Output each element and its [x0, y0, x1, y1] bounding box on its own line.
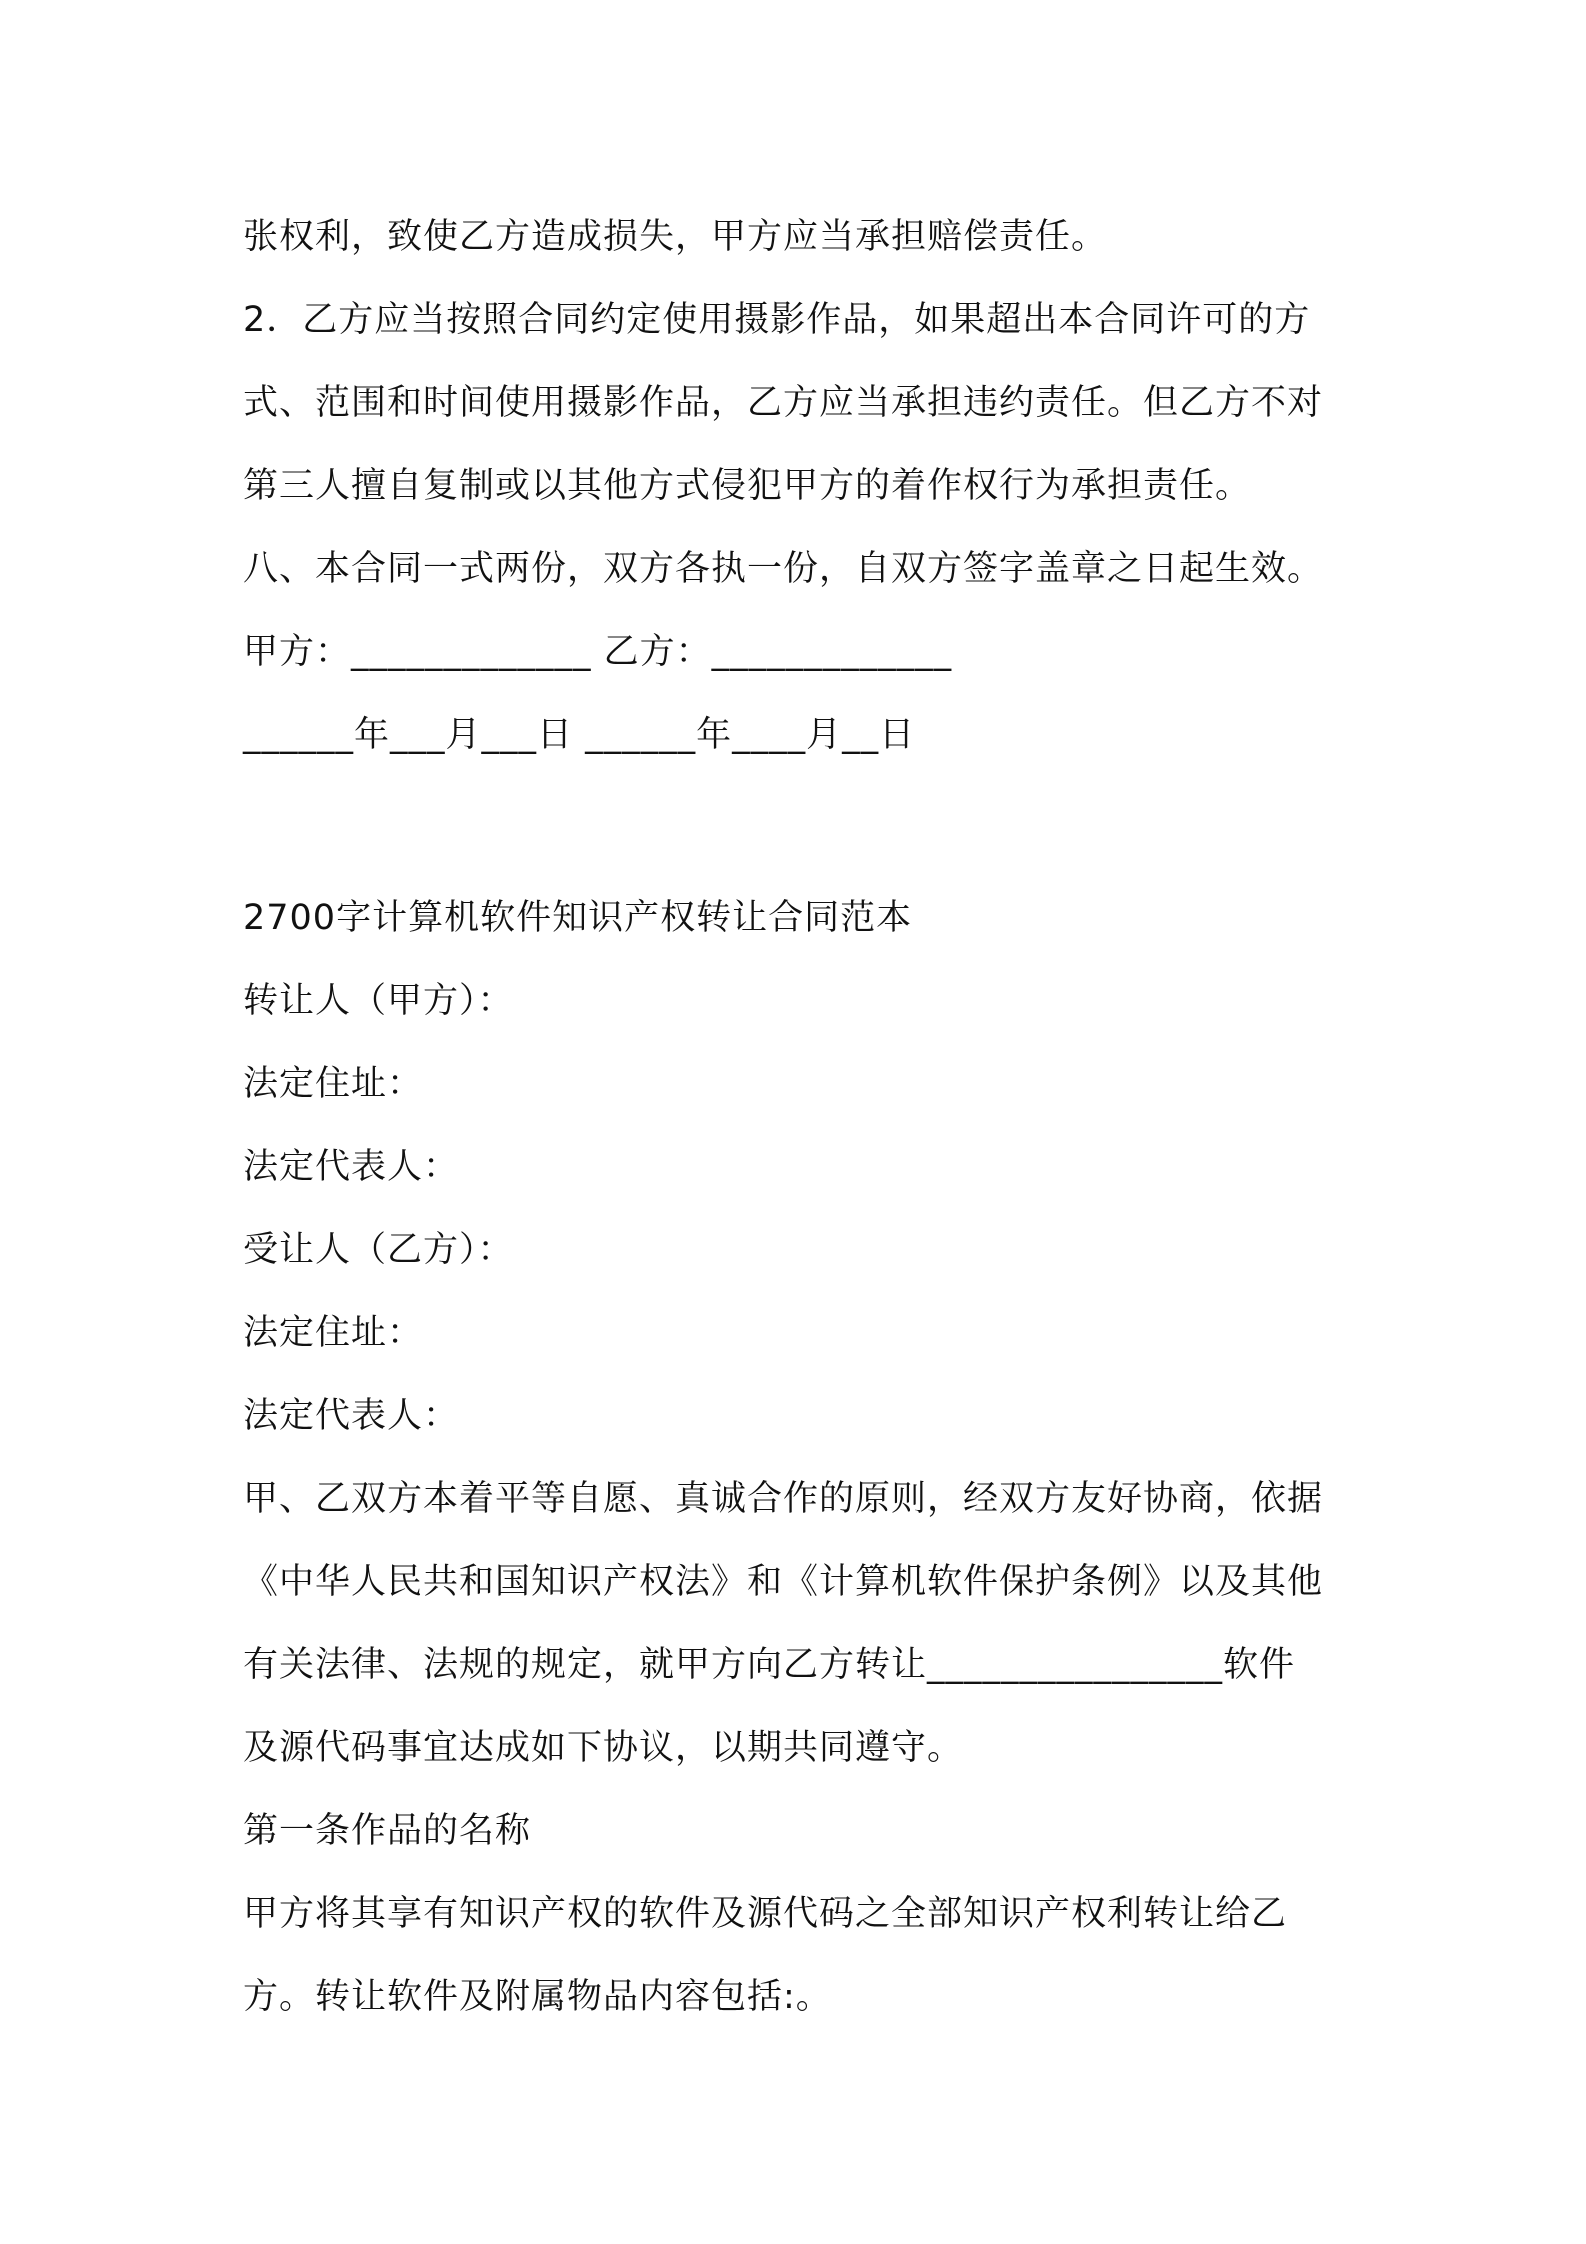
representative-label: 法定代表人：	[243, 1396, 460, 1436]
section-gap	[243, 777, 1363, 877]
document-body	[243, 196, 1363, 2039]
section-title: 2700字计算机软件知识产权转让合同范本	[243, 898, 913, 938]
paragraph-line: 方。转让软件及附属物品内容包括:。	[243, 1977, 832, 2017]
paragraph-line: 2．乙方应当按照合同约定使用摄影作品，如果超出本合同许可的方	[243, 300, 1311, 340]
article-heading: 第一条作品的名称	[243, 1811, 532, 1851]
paragraph-line: 有关法律、法规的规定，就甲方向乙方转让________________软件	[243, 1645, 1296, 1685]
paragraph-line: 甲、乙双方本着平等自愿、真诚合作的原则，经双方友好协商，依据	[243, 1479, 1324, 1519]
paragraph-line: 及源代码事宜达成如下协议，以期共同遵守。	[243, 1728, 964, 1768]
address-label: 法定住址：	[243, 1064, 424, 1104]
paragraph-line: 甲方将其享有知识产权的软件及源代码之全部知识产权利转让给乙	[243, 1894, 1288, 1934]
paragraph-line: 张权利，致使乙方造成损失，甲方应当承担赔偿责任。	[243, 217, 1108, 257]
paragraph-line: 式、范围和时间使用摄影作品，乙方应当承担违约责任。但乙方不对	[243, 383, 1324, 423]
date-line: ______年___月___日 ______年____月__日	[243, 715, 916, 755]
paragraph-line: 八、本合同一式两份，双方各执一份，自双方签字盖章之日起生效。	[243, 549, 1324, 589]
paragraph-line: 第三人擅自复制或以其他方式侵犯甲方的着作权行为承担责任。	[243, 466, 1252, 506]
party-a-label: 转让人（甲方）：	[243, 981, 514, 1021]
representative-label: 法定代表人：	[243, 1147, 460, 1187]
address-label: 法定住址：	[243, 1313, 424, 1353]
signature-line: 甲方：_____________ 乙方：_____________	[243, 632, 953, 672]
paragraph-line: 《中华人民共和国知识产权法》和《计算机软件保护条例》以及其他	[243, 1562, 1324, 1602]
party-b-label: 受让人（乙方）：	[243, 1230, 514, 1270]
